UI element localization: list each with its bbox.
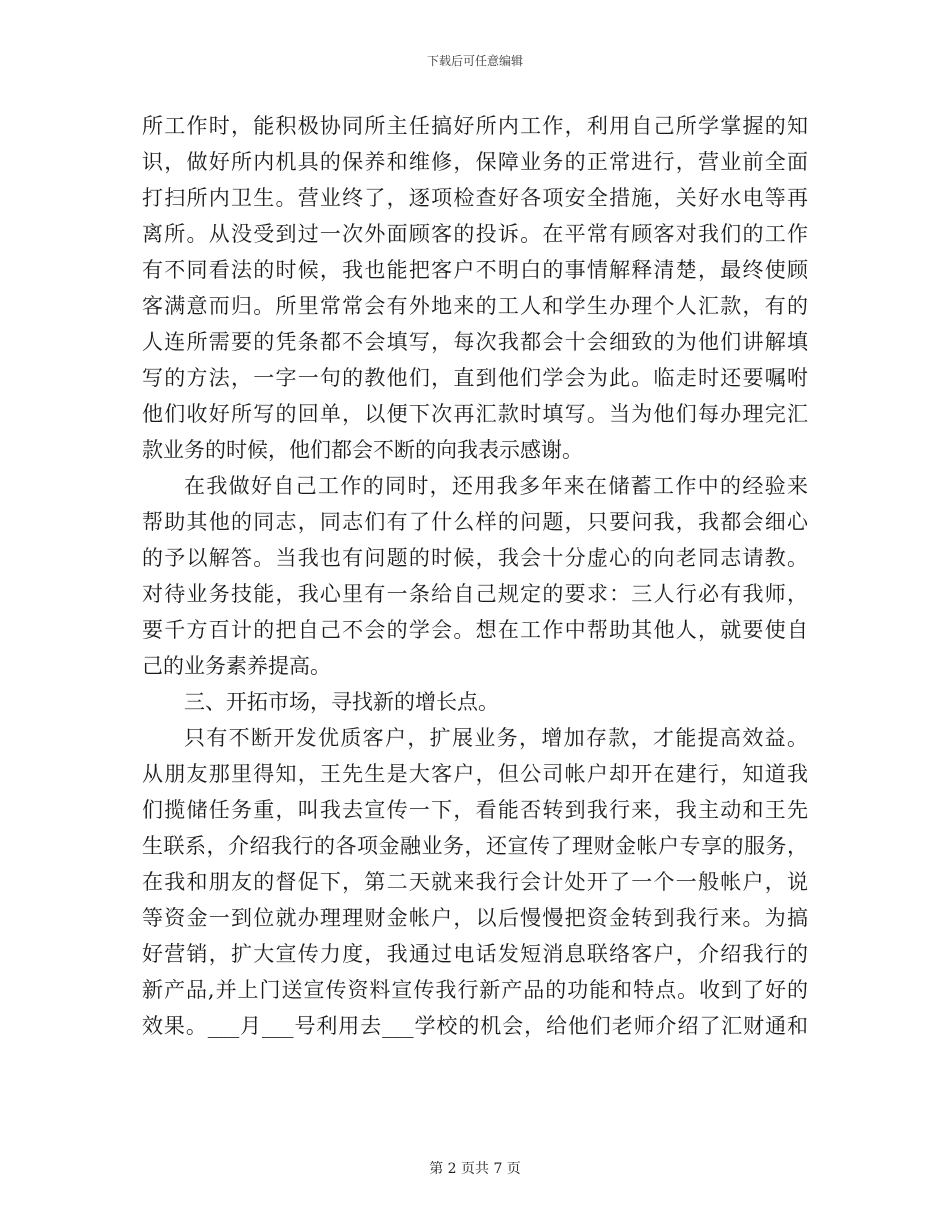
text-line: 新产品,并上门送宣传资料宣传我行新产品的功能和特点。收到了好的 <box>142 978 808 1002</box>
text-line: 生联系，介绍我行的各项金融业务，还宣传了理财金帐户专享的服务， <box>142 834 808 858</box>
text-line: 己的业务素养提高。 <box>142 654 331 678</box>
text-line: 款业务的时候，他们都会不断的向我表示感谢。 <box>142 438 583 462</box>
text-line: 们揽储任务重，叫我去宣传一下，看能否转到我行来，我主动和王先 <box>142 798 808 822</box>
text-line: 识，做好所内机具的保养和维修，保障业务的正常进行，营业前全面 <box>142 150 808 174</box>
text-line: 只有不断开发优质客户，扩展业务，增加存款，才能提高效益。 <box>184 726 808 750</box>
document-body <box>142 108 808 1044</box>
text-line: 离所。从没受到过一次外面顾客的投诉。在平常有顾客对我们的工作 <box>142 222 808 246</box>
text-line: 在我做好自己工作的同时，还用我多年来在储蓄工作中的经验来 <box>184 474 808 498</box>
text-line: 的予以解答。当我也有问题的时候，我会十分虚心的向老同志请教。 <box>142 546 808 570</box>
text-line: 他们收好所写的回单，以便下次再汇款时填写。当为他们每办理完汇 <box>142 402 808 426</box>
text-line: 在我和朋友的督促下，第二天就来我行会计处开了一个一般帐户，说 <box>142 870 808 894</box>
text-line: 好营销，扩大宣传力度，我通过电话发短消息联络客户，介绍我行的 <box>142 942 808 966</box>
text-line: 要千方百计的把自己不会的学会。想在工作中帮助其他人，就要使自 <box>142 618 808 642</box>
text-line: 效果。___月___号利用去___学校的机会，给他们老师介绍了汇财通和 <box>142 1014 808 1038</box>
text-line: 等资金一到位就办理理财金帐户，以后慢慢把资金转到我行来。为搞 <box>142 906 808 930</box>
text-line: 写的方法，一字一句的教他们，直到他们学会为此。临走时还要嘱咐 <box>142 366 808 390</box>
section-heading: 三、开拓市场，寻找新的增长点。 <box>184 690 499 714</box>
text-line: 客满意而归。所里常常会有外地来的工人和学生办理个人汇款，有的 <box>142 294 808 318</box>
text-line: 所工作时，能积极协同所主任搞好所内工作，利用自己所学掌握的知 <box>142 114 808 138</box>
page-number: 第 2 页共 7 页 <box>429 1161 521 1177</box>
text-line: 打扫所内卫生。营业终了，逐项检查好各项安全措施，关好水电等再 <box>142 186 808 210</box>
text-line: 人连所需要的凭条都不会填写，每次我都会十会细致的为他们讲解填 <box>142 330 808 354</box>
text-line: 有不同看法的时候，我也能把客户不明白的事情解释清楚，最终使顾 <box>142 258 808 282</box>
text-line: 对待业务技能，我心里有一条给自己规定的要求：三人行必有我师， <box>142 582 808 606</box>
text-line: 帮助其他的同志，同志们有了什么样的问题，只要问我，我都会细心 <box>142 510 808 534</box>
text-line: 从朋友那里得知，王先生是大客户，但公司帐户却开在建行，知道我 <box>142 762 808 786</box>
page-header: 下载后可任意编辑 <box>426 54 523 68</box>
